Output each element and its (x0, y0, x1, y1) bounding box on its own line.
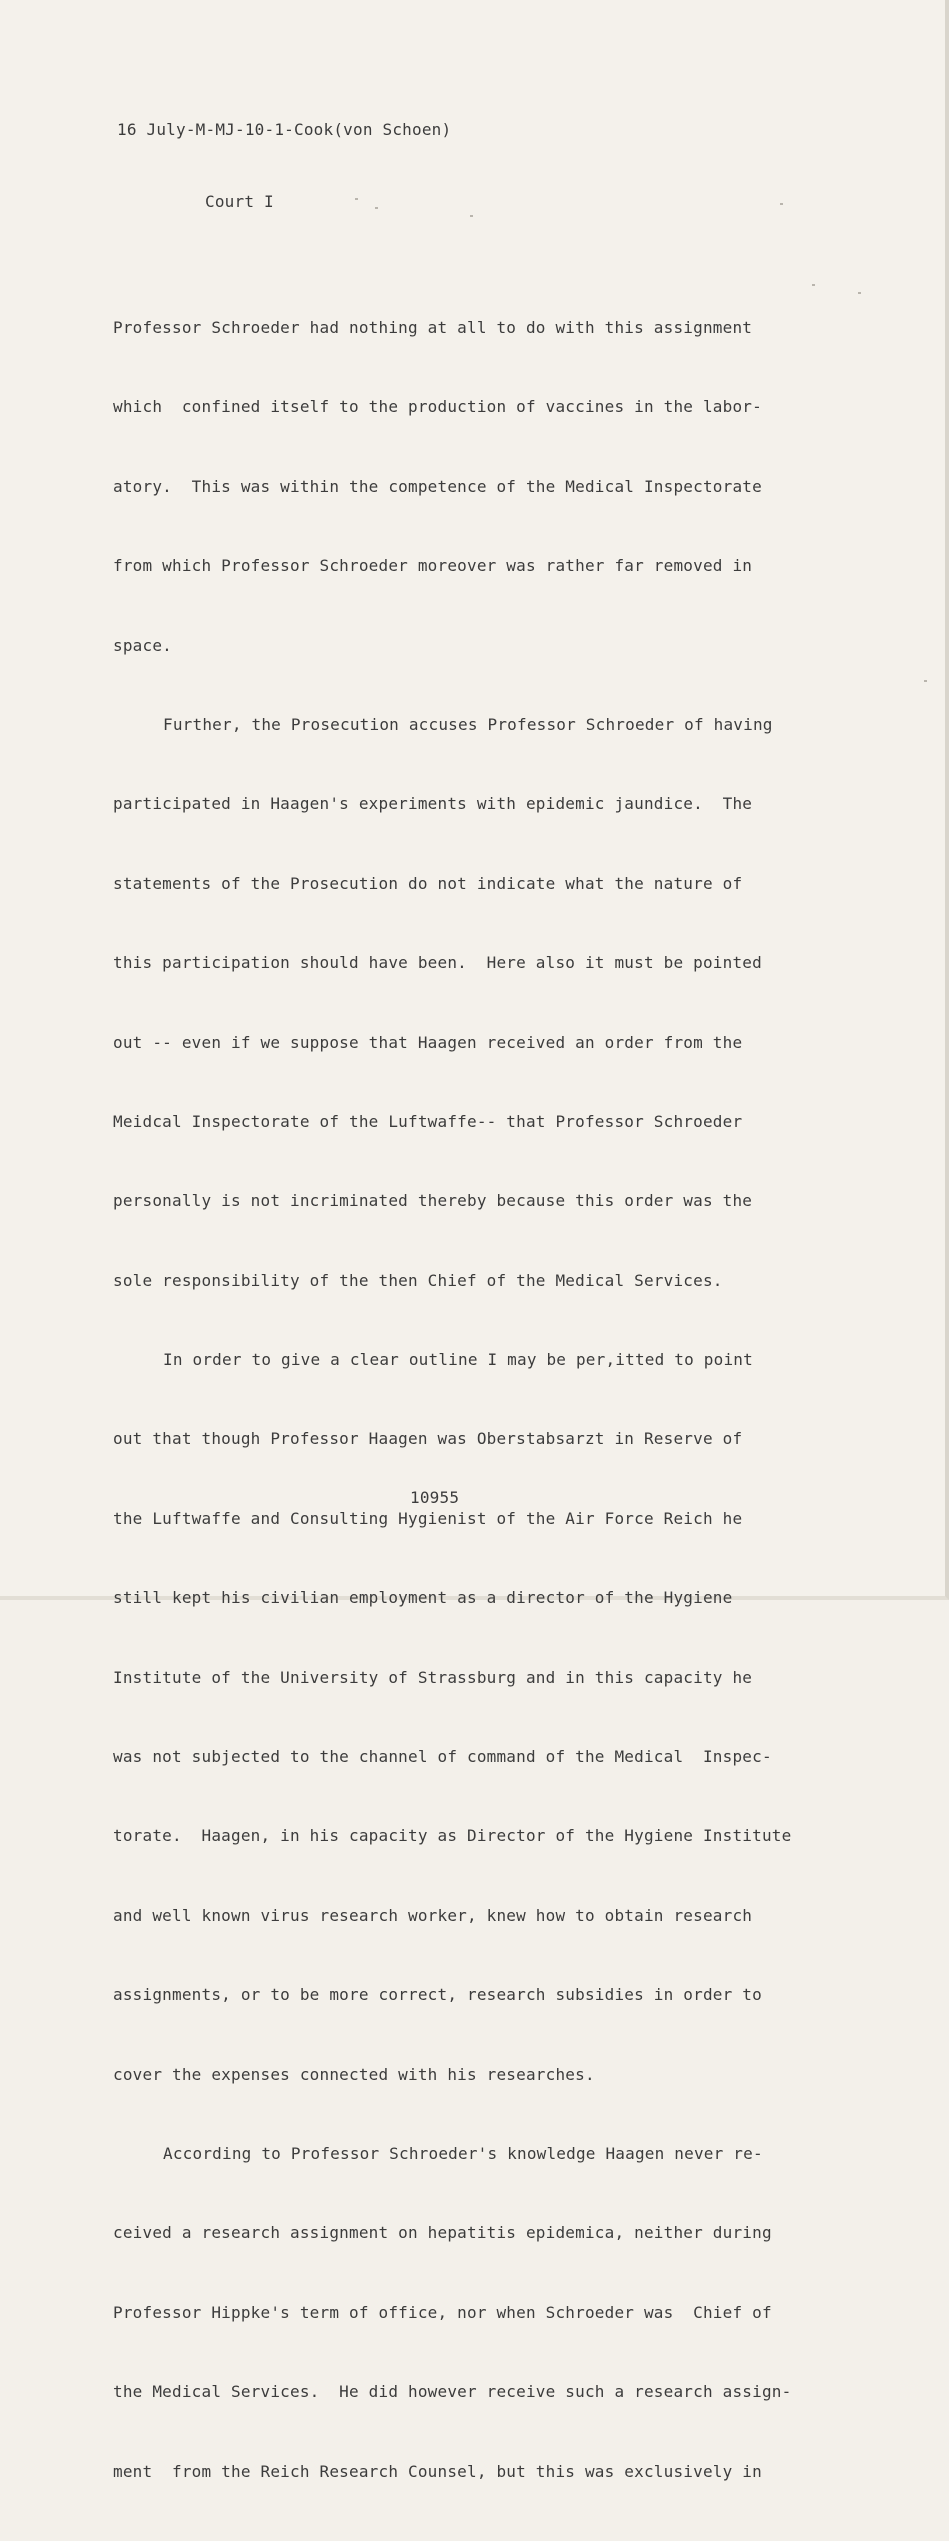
text-line: personally is not incriminated thereby because this order was the (113, 1191, 753, 1211)
text-line: sole responsibility of the then Chief of the Medical Services. (113, 1270, 723, 1290)
document-header (117, 70, 451, 262)
text-line: statements of the Prosecution do not indicate what the nature of (113, 873, 743, 893)
text-line: out -- even if we suppose that Haagen received an order from the (113, 1032, 743, 1052)
text-line: ceived a research assignment on hepatitis epidemica, neither during (113, 2223, 772, 2243)
text-line: In order to give a clear outline I may be per,itted to point (163, 1350, 753, 1370)
text-line: Professor Schroeder had nothing at all to do with this assignment (113, 318, 753, 337)
page-number: 10955 (410, 1488, 460, 1507)
text-line: from which Professor Schroeder moreover was rather far removed in (113, 556, 753, 576)
header-court-line: Court I (205, 192, 274, 211)
text-line: out that though Professor Haagen was Oberstabsarzt in Reserve of (113, 1429, 743, 1449)
text-line: the Luftwaffe and Consulting Hygienist of the Air Force Reich he (113, 1508, 743, 1528)
text-line: Institute of the University of Strassburg and in this capacity he (113, 1667, 753, 1687)
text-line: ment from the Reich Research Counsel, but this was exclusively in (113, 2461, 762, 2481)
text-line: space. (113, 635, 172, 655)
header-reference-line: 16 July-M-MJ-10-1-Cook(von Schoen) (117, 120, 452, 139)
paper-speck (355, 198, 358, 200)
text-line: and well known virus research worker, knew how to obtain research (113, 1905, 753, 1925)
text-line: torate. Haagen, in his capacity as Director of the Hygiene Institute (113, 1826, 792, 1846)
text-line: assignments, or to be more correct, research subsidies in order to (113, 1985, 762, 2005)
text-line: Meidcal Inspectorate of the Luftwaffe-- that Professor Schroeder (113, 1111, 743, 1131)
paper-speck (780, 203, 783, 205)
text-line: still kept his civilian employment as a director of the Hygiene (113, 1588, 733, 1608)
body-text (113, 280, 833, 2541)
text-line: participated in Haagen's experiments with epidemic jaundice. The (113, 794, 753, 814)
text-line: cover the expenses connected with his researches. (113, 2064, 595, 2084)
text-line: the Medical Services. He did however receive such a research assign- (113, 2382, 792, 2402)
text-line: Further, the Prosecution accuses Professor Schroeder of having (163, 714, 773, 734)
text-line: this participation should have been. Here also it must be pointed (113, 953, 762, 973)
paper-speck (924, 680, 927, 682)
paper-speck (375, 207, 378, 209)
paper-speck (470, 215, 473, 217)
text-line: According to Professor Schroeder's knowledge Haagen never re- (163, 2143, 763, 2163)
paper-speck (812, 284, 815, 286)
paper-speck (858, 292, 861, 294)
text-line: was not subjected to the channel of command of the Medical Inspec- (113, 1747, 772, 1767)
text-line: Professor Hippke's term of office, nor when Schroeder was Chief of (113, 2302, 772, 2322)
text-line: atory. This was within the competence of the Medical Inspectorate (113, 476, 762, 496)
text-line: which confined itself to the production of vaccines in the labor- (113, 397, 762, 417)
